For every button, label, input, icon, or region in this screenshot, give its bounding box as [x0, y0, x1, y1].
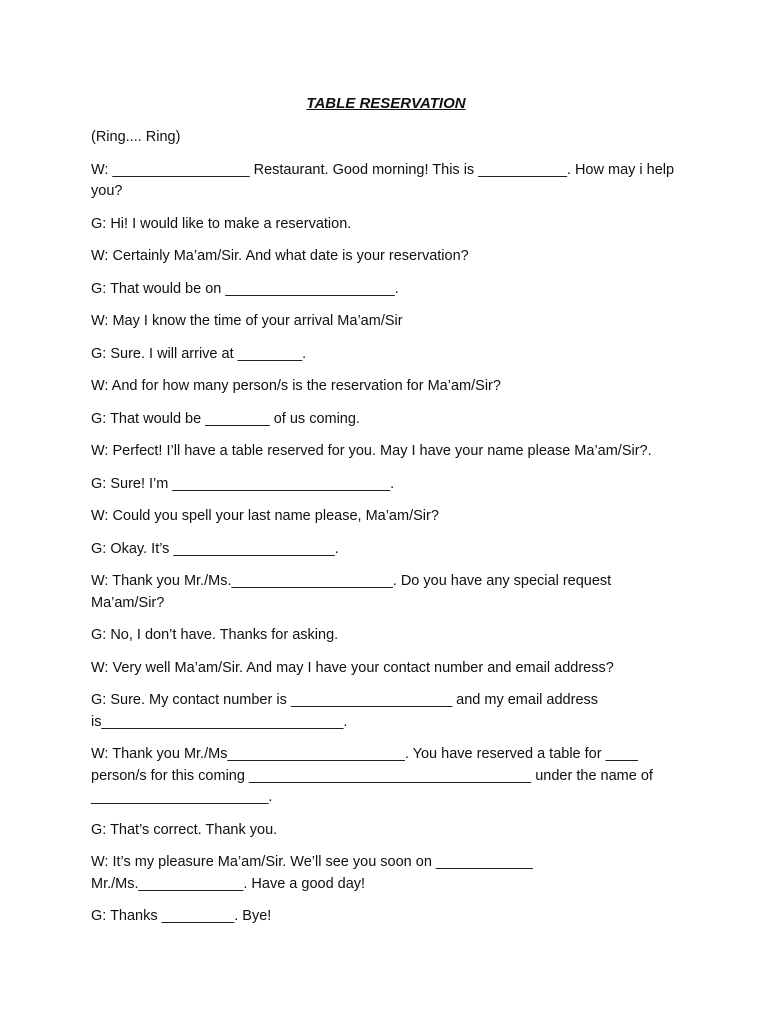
dialogue-line: G: Sure! I’m ___________________________. [91, 475, 395, 492]
dialogue-line: W: Thank you Mr./Ms______________________. You have reserved a table for ____ person/s for this coming ___________________________________ under the name of ______________________. [91, 746, 657, 805]
dialogue-line: W: Perfect! I’ll have a table reserved for you. May I have your name please Ma’am/Sir?. [91, 443, 652, 459]
dialogue-line: W: Could you spell your last name please, Ma’am/Sir? [91, 508, 439, 524]
dialogue-line: W: It’s my pleasure Ma’am/Sir. We’ll see you soon on ____________ Mr./Ms._____________. Have a good day! [91, 854, 537, 892]
dialogue-line: G: No, I don’t have. Thanks for asking. [91, 627, 339, 643]
document-page [91, 93, 681, 939]
document-title: TABLE RESERVATION [306, 95, 466, 112]
dialogue-line: G: Hi! I would like to make a reservation. [91, 215, 352, 232]
dialogue-line: (Ring.... Ring) [91, 129, 181, 145]
dialogue-line: W: _________________ Restaurant. Good morning! This is ___________. How may i help you? [91, 161, 679, 199]
dialogue-line: G: Sure. My contact number is ____________________ and my email address is______________________________. [91, 692, 603, 730]
dialogue-line: G: That’s correct. Thank you. [91, 821, 278, 838]
dialogue-line: G: Thanks _________. Bye! [91, 908, 272, 924]
dialogue-line: G: Okay. It’s ____________________. [91, 540, 339, 557]
dialogue-line: W: Certainly Ma’am/Sir. And what date is your reservation? [91, 248, 469, 264]
dialogue-line: G: That would be ________ of us coming. [91, 410, 360, 427]
dialogue-line: G: That would be on _____________________. [91, 280, 399, 297]
dialogue-line: W: Very well Ma’am/Sir. And may I have your contact number and email address? [91, 659, 614, 676]
dialogue-line: W: And for how many person/s is the reservation for Ma’am/Sir? [91, 378, 501, 394]
dialogue-line: W: Thank you Mr./Ms.____________________. Do you have any special request Ma’am/Sir? [91, 573, 616, 611]
dialogue-line: W: May I know the time of your arrival Ma’am/Sir [91, 313, 403, 329]
dialogue-line: G: Sure. I will arrive at ________. [91, 345, 307, 362]
